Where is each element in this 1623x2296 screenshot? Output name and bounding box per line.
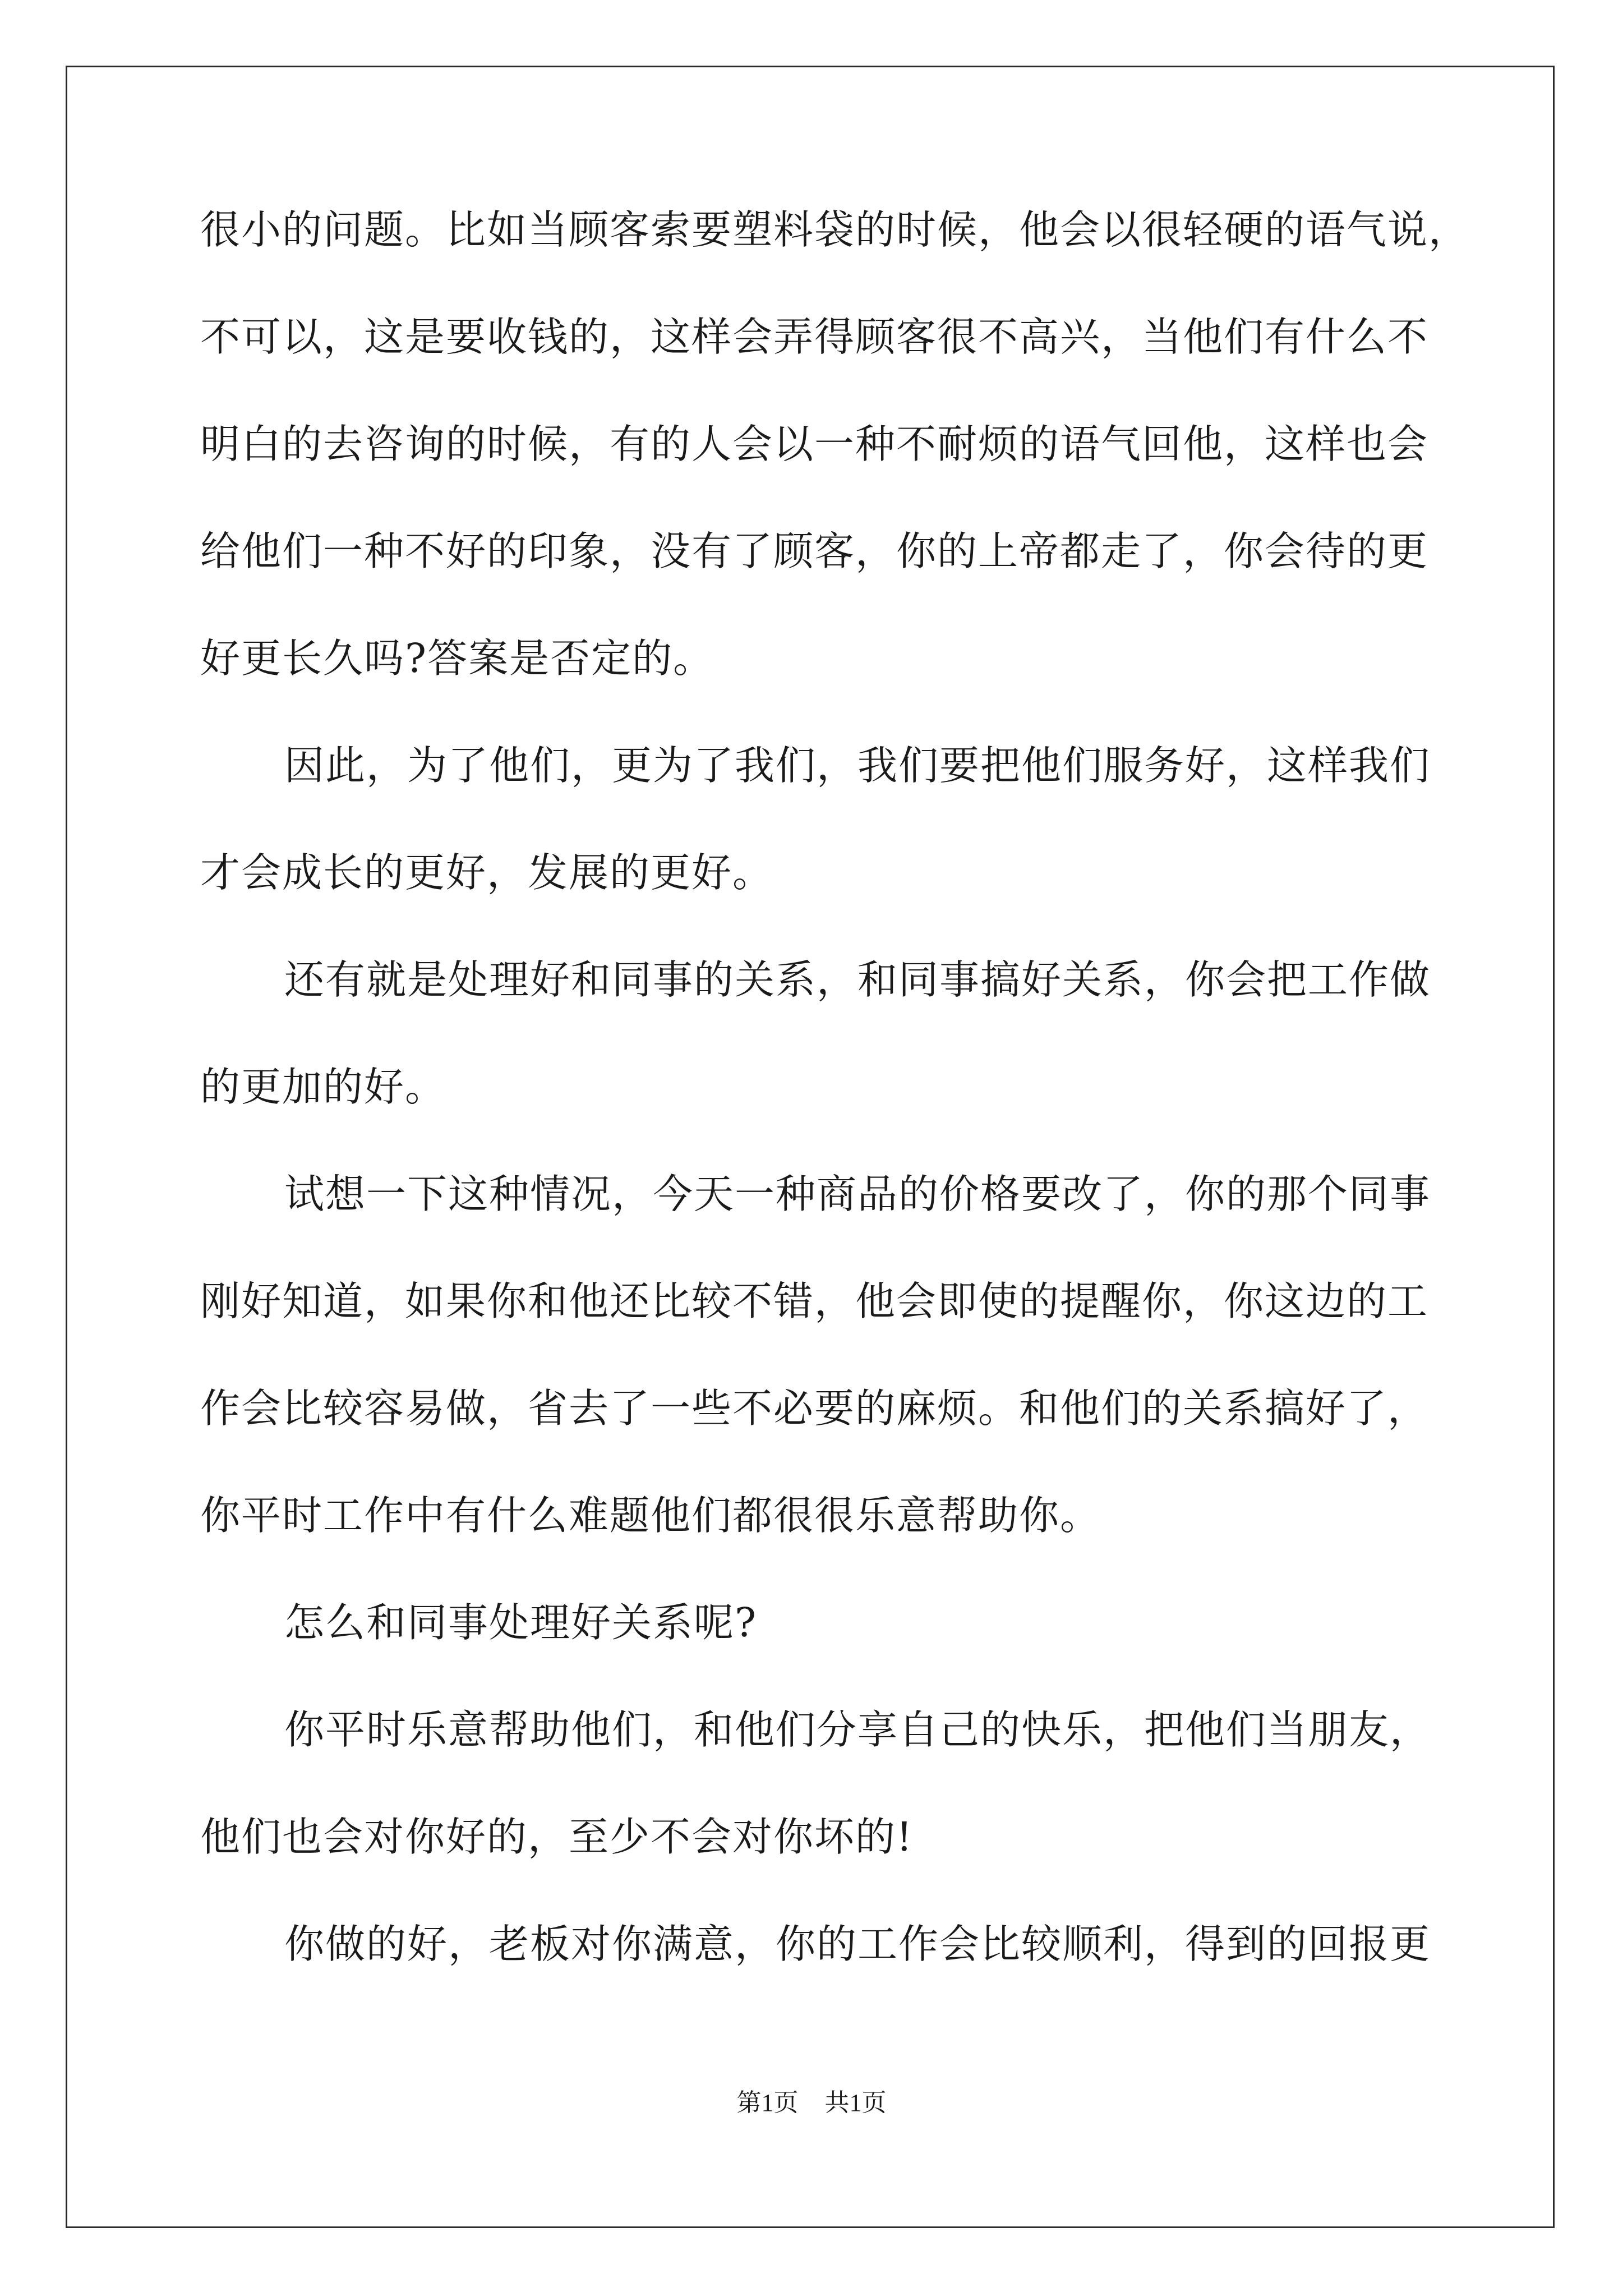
text-line: 他们也会对你好的，至少不会对你坏的! [200,1814,914,1860]
paragraph-start: 因此，为了他们，更为了我们，我们要把他们服务好，这样我们 [284,742,1431,789]
text-line: 才会成长的更好，发展的更好。 [200,849,774,896]
paragraph-start: 试想一下这种情况，今天一种商品的价格要改了，你的那个同事 [284,1171,1431,1217]
page-border [66,66,1555,2228]
text-line: 你平时工作中有什么难题他们都很很乐意帮助你。 [200,1492,1101,1539]
page-number: 第1页 [736,2089,799,2116]
paragraph-start: 怎么和同事处理好关系呢? [284,1599,758,1646]
text-line: 给他们一种不好的印象，没有了顾客，你的上帝都走了，你会待的更 [200,528,1429,574]
text-line: 明白的去咨询的时候，有的人会以一种不耐烦的语气回他，这样也会 [200,421,1429,467]
paragraph-start: 你做的好，老板对你满意，你的工作会比较顺利，得到的回报更 [284,1921,1431,1967]
text-line: 不可以，这是要收钱的，这样会弄得顾客很不高兴，当他们有什么不 [200,314,1429,360]
text-line: 好更长久吗?答案是否定的。 [200,635,714,682]
text-line: 作会比较容易做，省去了一些不必要的麻烦。和他们的关系搞好了， [200,1385,1429,1432]
text-line: 很小的问题。比如当顾客索要塑料袋的时候，他会以很轻硬的语气说， [200,206,1470,253]
paragraph-start: 还有就是处理好和同事的关系，和同事搞好关系，你会把工作做 [284,956,1431,1003]
page-total: 共1页 [824,2089,887,2116]
text-line: 刚好知道，如果你和他还比较不错，他会即使的提醒你，你这边的工 [200,1278,1429,1324]
page-footer [0,2082,1623,2118]
paragraph-start: 你平时乐意帮助他们，和他们分享自己的快乐，把他们当朋友， [284,1706,1431,1753]
text-line: 的更加的好。 [200,1064,446,1110]
